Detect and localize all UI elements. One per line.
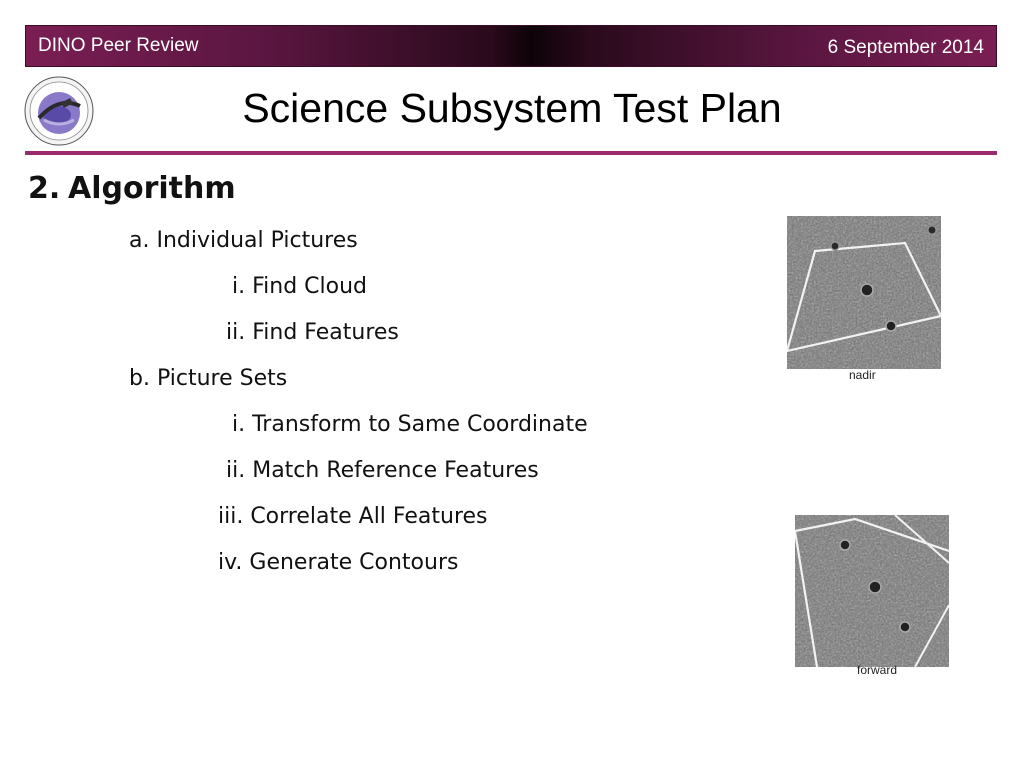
outline-item-transform-coordinate: i. Transform to Same Coordinate <box>232 412 588 437</box>
outline-item-generate-contours: iv. Generate Contours <box>218 550 459 575</box>
header-date: 6 September 2014 <box>827 37 984 58</box>
outline-item-find-cloud: i. Find Cloud <box>232 274 368 299</box>
outline-item-match-reference: ii. Match Reference Features <box>226 458 539 483</box>
forward-cloud-image <box>795 515 949 667</box>
slide-title: Science Subsystem Test Plan <box>242 85 782 131</box>
outline-item-individual-pictures: a. Individual Pictures <box>129 228 358 253</box>
nadir-caption: nadir <box>849 368 876 382</box>
outline-item-picture-sets: b. Picture Sets <box>129 366 288 391</box>
forward-caption: forward <box>857 663 898 677</box>
header-bar <box>25 25 997 67</box>
title-divider <box>25 151 997 155</box>
outline-item-correlate-features: iii. Correlate All Features <box>218 504 488 529</box>
nadir-cloud-image <box>787 216 941 369</box>
outline-item-find-features: ii. Find Features <box>226 320 399 345</box>
header-presentation-name: DINO Peer Review <box>38 35 199 56</box>
section-heading: Algorithm <box>68 171 236 206</box>
section-number: 2. <box>28 171 61 206</box>
